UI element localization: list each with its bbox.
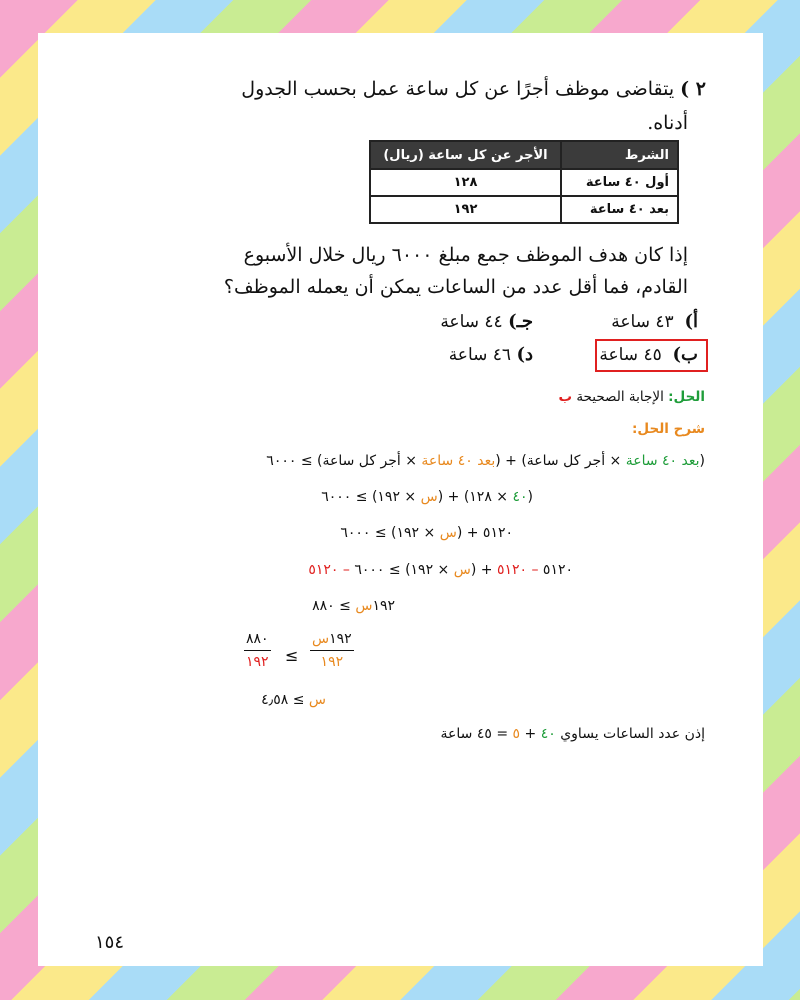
table-header-rate: الأجر عن كل ساعة (ريال) bbox=[370, 141, 561, 169]
answer-letter: ب bbox=[558, 389, 573, 405]
step-6-relation: ≥ bbox=[285, 646, 299, 665]
option-d: د) ٤٦ ساعة bbox=[448, 344, 533, 365]
table-row bbox=[370, 196, 678, 223]
step-5: ١٩٢س ≥ ٨٨٠ bbox=[312, 598, 395, 614]
option-b: ب) ٤٥ ساعة bbox=[599, 344, 698, 365]
step-7: س ≥ ٤٫٥٨ bbox=[261, 692, 326, 708]
question-line-2: أدناه. bbox=[647, 112, 688, 134]
table-cell: ١٩٢ bbox=[370, 196, 561, 223]
explanation-label: شرح الحل: bbox=[632, 421, 705, 437]
answer-text: الإجابة الصحيحة bbox=[576, 389, 664, 405]
solution-label: الحل: bbox=[668, 389, 705, 405]
rates-table bbox=[369, 140, 679, 224]
prompt-line-2: القادم، فما أقل عدد من الساعات يمكن أن يعمله الموظف؟ bbox=[223, 276, 688, 298]
page-number: ١٥٤ bbox=[95, 932, 125, 953]
question-line-1: ٢ )يتقاضى موظف أجرًا عن كل ساعة عمل بحسب الجدول bbox=[241, 78, 706, 100]
table-cell: أول ٤٠ ساعة bbox=[561, 169, 678, 196]
question-number: ٢ ) bbox=[680, 78, 706, 100]
conclusion-line: إذن عدد الساعات يساوي ٤٠ + ٥ = ٤٥ ساعة bbox=[440, 726, 705, 742]
step-4: ٥١٢٠ – ٥١٢٠ + (س × ١٩٢) ≥ ٦٠٠٠ – ٥١٢٠ bbox=[308, 562, 573, 578]
worksheet-page bbox=[38, 33, 763, 966]
prompt-line-1: إذا كان هدف الموظف جمع مبلغ ٦٠٠٠ ريال خلال الأسبوع bbox=[243, 244, 688, 266]
table-cell: بعد ٤٠ ساعة bbox=[561, 196, 678, 223]
step-3: ٥١٢٠ + (س × ١٩٢) ≥ ٦٠٠٠ bbox=[340, 525, 513, 541]
option-a: أ) ٤٣ ساعة bbox=[611, 311, 698, 332]
fraction-right: ٨٨٠ ١٩٢ bbox=[246, 631, 269, 670]
table-row bbox=[370, 169, 678, 196]
solution-line bbox=[558, 389, 705, 405]
table-header-condition: الشرط bbox=[561, 141, 678, 169]
step-2: (٤٠ × ١٢٨) + (س × ١٩٢) ≥ ٦٠٠٠ bbox=[321, 489, 533, 505]
fraction-left: ١٩٢س ١٩٢ bbox=[312, 631, 352, 670]
table-cell: ١٢٨ bbox=[370, 169, 561, 196]
option-c: جـ) ٤٤ ساعة bbox=[440, 311, 533, 332]
step-1: (بعد ٤٠ ساعة × أجر كل ساعة) + (بعد ٤٠ ساعة × أجر كل ساعة) ≥ ٦٠٠٠ bbox=[266, 453, 705, 469]
